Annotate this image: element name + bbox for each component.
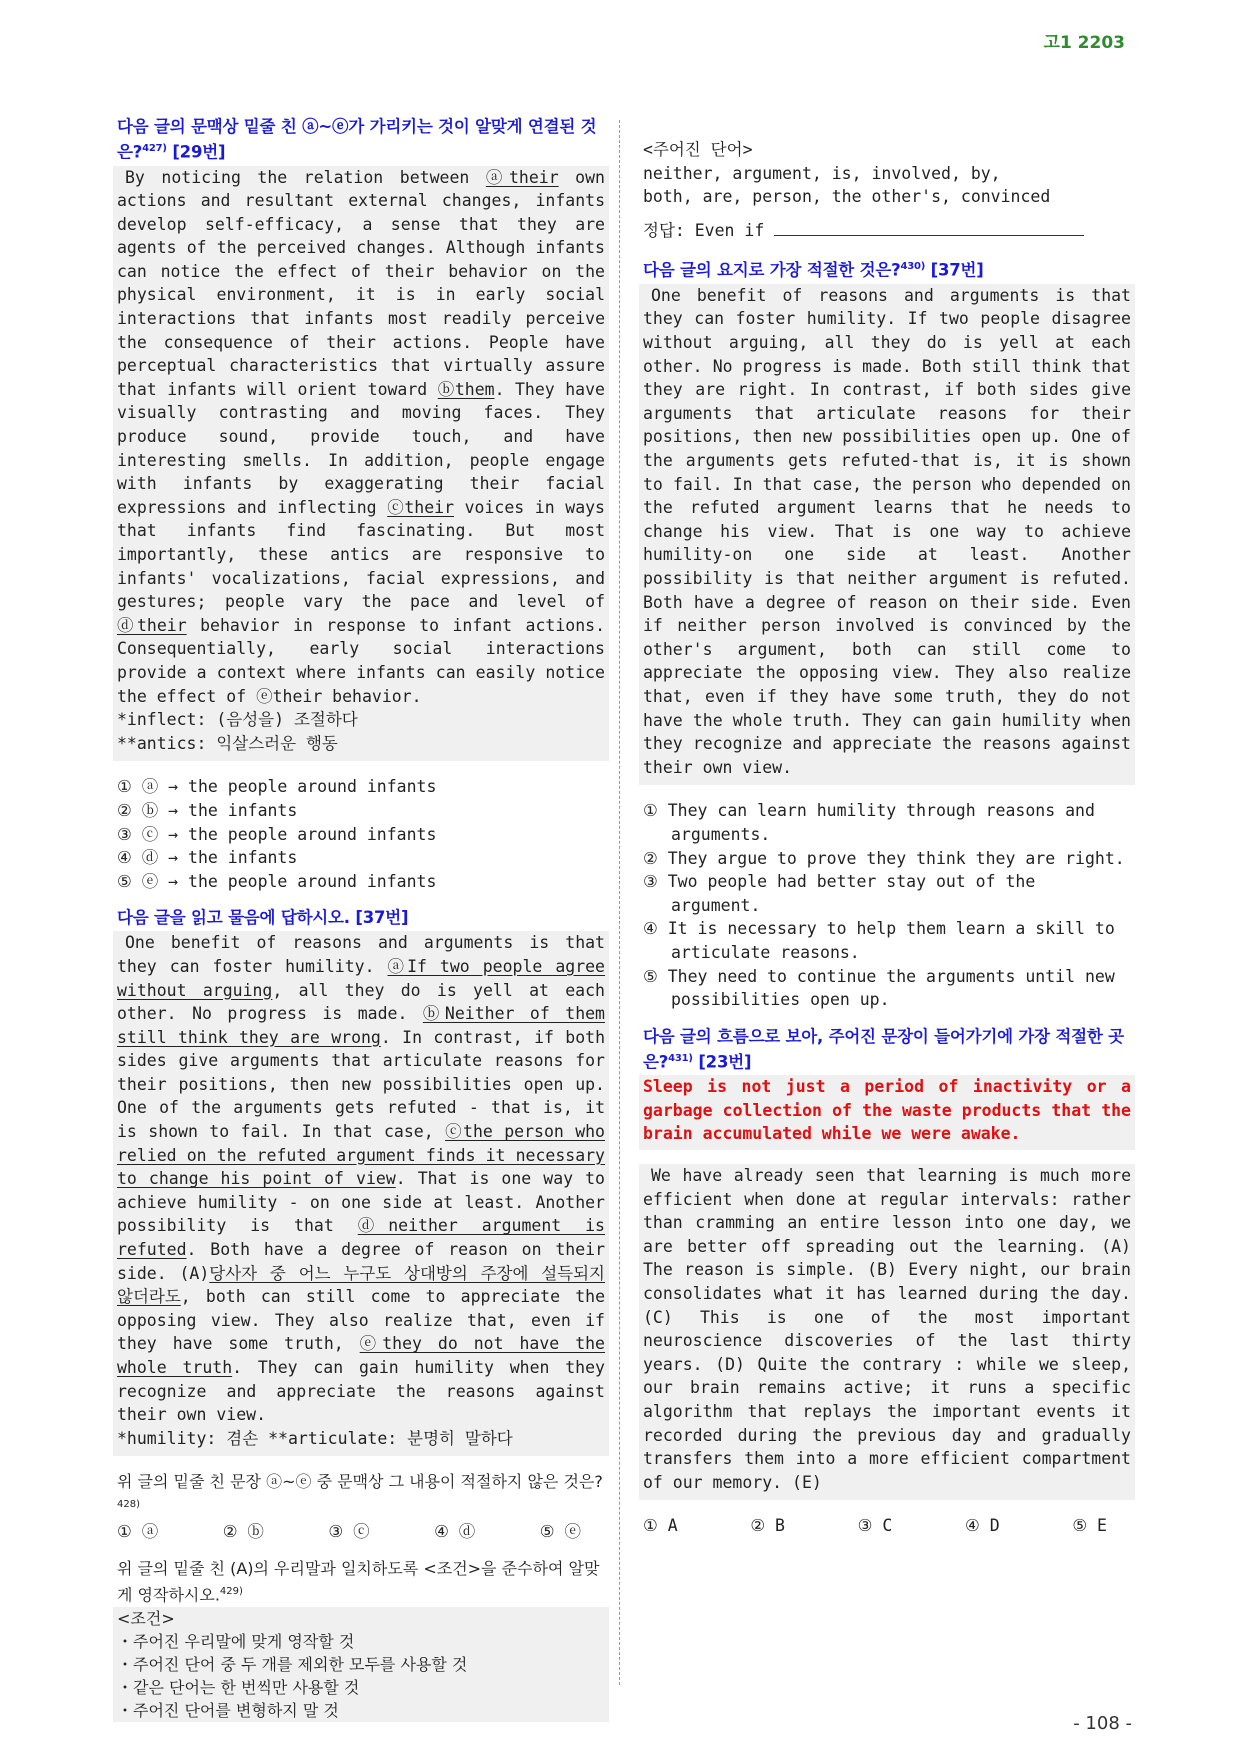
given-sentence: Sleep is not just a period of inactivity or a garbage collection of the waste products that the brain accumulated while we were awake. [643,1077,1131,1144]
given-sentence-box [639,1075,1135,1150]
right-column [643,116,1131,1538]
option[interactable]: ④ D [964,1516,1000,1536]
options-427 [117,775,605,893]
option[interactable]: ② ⓑ → the infants [117,800,298,820]
option[interactable]: ④ It is necessary to help them learn a skill to articulate reasons. [643,919,1115,962]
option[interactable]: ③ ⓒ → the people around infants [117,824,437,844]
page-number: - 108 - [1073,1713,1132,1734]
question-430-title: 다음 글의 요지로 가장 적절한 것은?$^{430)}$ [37번] [643,260,984,280]
given-words-line: both, are, person, the other's, convinced [643,187,1051,207]
question-431-title: 다음 글의 흐름으로 보아, 주어진 문장이 들어가기에 가장 적절한 곳은?$^{431)}$ [23번] [643,1026,1124,1072]
option[interactable]: ③ Two people had better stay out of the argument. [643,872,1036,915]
option[interactable]: ⑤ ⓔ → the people around infants [117,871,437,891]
options-428 [117,1520,605,1544]
given-words-title: <주어진 단어> [643,140,753,159]
option[interactable]: ⑤ E [1072,1516,1107,1536]
given-words-line: neither, argument, is, involved, by, [643,163,1001,183]
conditions-box [113,1607,609,1722]
answer-blank[interactable] [774,221,1084,236]
footnote: *inflect: (음성을) 조절하다 [117,710,358,730]
condition-item: ・주어진 우리말에 맞게 영작할 것 [117,1631,355,1651]
option[interactable]: ⑤ ⓔ [539,1521,581,1541]
option[interactable]: ② ⓑ [222,1521,264,1541]
passage-430 [639,284,1135,785]
passage-430-text: One benefit of reasons and arguments is that they can foster humility. If two people disagree without arguing, all they do is yell at each other. No progress is made. Both still think that they are right. In contrast, if both sides give arguments that articulate reasons for their positions, then new possibilities open up. One of the arguments gets refuted-that is, it is shown to fail. In that case, the person who depended on the refuted argument learns that he needs to change his view. That is one way to achieve humility-on one side at least. Another possibility is that neither argument is refuted. Both have a degree of reason on their side. Even if neither person involved is convinced by the other's argument, both can still come to appreciate the opposing view. They also realize that, even if they have some truth, they do not have the whole truth. They can gain humility when they recognize and appreciate the reasons against their own view. [643,285,1131,777]
question-428-title: 다음 글을 읽고 물음에 답하시오. [37번] [117,908,409,928]
question-427-title: 다음 글의 문맥상 밑줄 친 ⓐ~ⓔ가 가리키는 것이 알맞게 연결된 것은?$^{427)}$ [29번] [117,117,597,162]
passage-428-text: One benefit of reasons and arguments is that they can foster humility. ⓐIf two people agree without arguing, all they do is yell at each other. No progress is made. ⓑNeither of them still think they are wrong. In contrast, if both sides give arguments that articulate reasons for their positions, then new possibilities open up. One of the arguments gets refuted - that is, it is shown to fail. In that case, ⓒthe person who relied on the refuted argument finds it necessary to change his point of view. That is one way to achieve humility - on one side at least. Another possibility is that ⓓneither argument is refuted. Both have a degree of reason on their side. (A)당사자 중 어느 누구도 상대방의 주장에 설득되지 않더라도, both can still come to appreciate the opposing view. They also realize that, even if they have some truth, ⓔthey do not have the whole truth. They can gain humility when they recognize and appreciate the reasons against their own view. [117,933,606,1425]
passage-431 [639,1164,1135,1500]
conditions-title: <조건> [117,1608,175,1628]
options-431 [643,1514,1131,1538]
answer-line[interactable]: 정답: Even if [643,219,1131,243]
passage-427 [113,166,609,762]
option[interactable]: ② They argue to prove they think they are right. [643,848,1125,868]
exam-tag: 고1 2203 [1043,33,1125,53]
question-429-text: 위 글의 밑줄 친 (A)의 우리말과 일치하도록 <조건>을 준수하여 알맞게 영작하시오.$^{429)}$ [117,1559,600,1605]
condition-item: ・같은 단어는 한 번씩만 사용할 것 [117,1677,360,1697]
passage-431-text: We have already seen that learning is much more efficient when done at regular intervals: rather than cramming an entire lesson into one day, we are better off spreading out the learning. (A) The reason is simple. (B) Every night, our brain consolidates what it has learned during the day. (C) This is one of the most important neuroscience discoveries of the last thirty years. (D) Quite the contrary : while we sleep, our brain remains active; it runs a specific algorithm that replays the important events it recorded during the previous day and gradually transfers them into a more efficient compartment of our memory. (E) [643,1165,1131,1492]
option[interactable]: ④ ⓓ → the infants [117,848,298,868]
option[interactable]: ① A [643,1516,678,1536]
footnote: **antics: 익살스러운 행동 [117,733,338,753]
condition-item: ・주어진 단어 중 두 개를 제외한 모두를 사용할 것 [117,1654,468,1674]
option[interactable]: ① They can learn humility through reasons and arguments. [643,801,1095,844]
option[interactable]: ② B [750,1516,785,1536]
left-column [117,116,605,1732]
option[interactable]: ③ C [857,1516,893,1536]
option[interactable]: ④ ⓓ [434,1521,476,1541]
footnote: *humility: 겸손 **articulate: 분명히 말하다 [117,1428,513,1448]
question-429 [117,1557,605,1721]
column-divider [619,120,620,1685]
question-428-sub [117,1470,605,1543]
given-words [643,138,1131,242]
option[interactable]: ⑤ They need to continue the arguments until new possibilities open up. [643,966,1115,1010]
condition-item: ・주어진 단어를 변형하지 말 것 [117,1700,339,1720]
passage-428 [113,931,609,1456]
option[interactable]: ① ⓐ → the people around infants [117,777,437,797]
option[interactable]: ③ ⓒ [328,1521,370,1541]
option[interactable]: ① ⓐ [117,1521,159,1541]
passage-427-text: By noticing the relation between ⓐtheir own actions and resultant external changes, infants develop self-efficacy, a sense that they are agents of the perceived changes. Although infants can notice the effect of their behavior on the physical environment, it is in early social interactions that infants most readily perceive the consequence of their actions. People have perceptual characteristics that virtually assure that infants will orient toward ⓑthem. They have visually contrasting and moving faces. They produce sound, provide touch, and have interesting smells. In addition, people engage with infants by exaggerating their facial expressions and inflecting ⓒtheir voices in ways that infants find fascinating. But most importantly, these antics are responsive to infants' vocalizations, facial expressions, and gestures; people vary the pace and level of ⓓtheir behavior in response to infant actions. Consequentially, early social interactions provide a context where infants can easily notice the effect of ⓔtheir behavior. [117,167,605,706]
question-428-text: 위 글의 밑줄 친 문장 ⓐ~ⓔ 중 문맥상 그 내용이 적절하지 않은 것은?$^{428)}$ [117,1472,603,1511]
options-430 [643,799,1131,1011]
